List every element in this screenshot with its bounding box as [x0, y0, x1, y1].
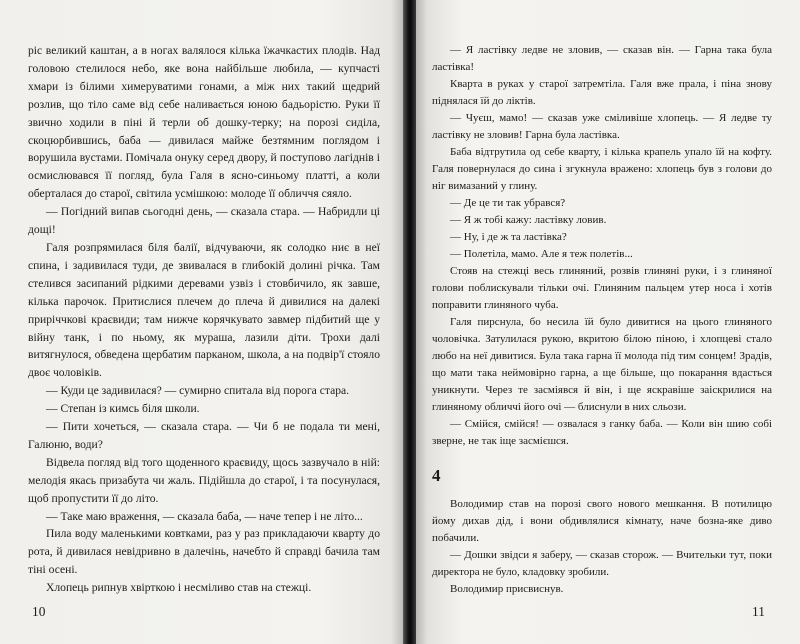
page-number-right: 11	[752, 604, 765, 619]
paragraph: — Дошки звідси я заберу, — сказав сторож. — Вчительки тут, поки директора не було, кладовку зробили.	[432, 549, 772, 578]
paragraph: — Я ж тобі кажу: ластівку ловив.	[450, 214, 607, 226]
paragraph: — Я ластівку ледве не зловив, — сказав він. — Гарна така була ластівка!	[432, 44, 772, 73]
paragraph: — Ну, і де ж та ластівка?	[450, 231, 567, 243]
paragraph: Володимир став на порозі свого нового мешкання. В потилицю йому дихав дід, і вони обдивлялися кімнату, наче бозна-яке диво побачили.	[432, 498, 772, 544]
paragraph: — Смійся, смійся! — озвалася з ганку баба. — Коли він шию собі зверне, не так іще засмієшся.	[432, 418, 772, 447]
paragraph: — Степан із кимсь біля школи.	[46, 402, 200, 416]
paragraph: — Полетіла, мамо. Але я теж полетів...	[450, 248, 633, 260]
paragraph: ріс великий каштан, а в ногах валялося кілька їжачкастих плодів. Над головою стелилося небо, яке вона найбільше любила, — купчасті хмари із білими химеруватими гонами, а між них такий щедрий розлив, що тіло саме від себе наливається юною бадьорістю. Руки її звично ходили в піні й терли об дошку-терку; на порозі сиділа, скоцюрбившись, баба — дивилася майже безтямним поглядом і ворушила вустами. Помічала онуку серед двору, й поступово лагіднів і осмислювався її погляд, була Галя в ясно-синьому платті, а коли оберталася до старої, світила усмішкою: молоде її обличчя сяяло.	[28, 44, 380, 201]
right-page-text	[432, 42, 772, 598]
paragraph: — Таке маю враження, — сказала баба, — наче тепер і не літо...	[46, 509, 363, 523]
paragraph: — Чуєш, мамо! — сказав уже сміливіше хлопець. — Я ледве ту ластівку не зловив! Гарна була ластівка.	[432, 112, 772, 141]
paragraph: — Де це ти так убрався?	[450, 197, 566, 209]
paragraph: Баба відтрутила од себе кварту, і кілька крапель упало їй на кофту. Галя повернулася до сина і згукнула вражено: хлопець був з голови до ніг вимазаний у глину.	[432, 146, 772, 192]
paragraph: Галя пирснула, бо несила їй було дивитися на цього глиняного чоловічка. Затулилася рукою, вкритою білою піною, і хлопцеві стало любо на неї дивитися. Була така гарна її молода під тим сонцем! Зрадів, що мати така неймовірно гарна, а ще більше, що покарання вдасться уникнути. Через те засміявся й він, і ще яскравіше заіскрилися на глиняному обличчі його очі — блиснули в них сльози.	[432, 316, 772, 413]
paragraph: Стояв на стежці весь глиняний, розвів глиняні руки, і з глиняної голови поблискували тільки очі. Глиняним пальцем утер носа і хотів поправити глиняного чуба.	[432, 265, 772, 311]
left-page-text	[28, 42, 380, 597]
paragraph: Пила воду маленькими ковтками, раз у раз прикладаючи кварту до рота, й дивилася невідривно в далечінь, начебто й справді бачила там тіні осені.	[28, 527, 380, 577]
chapter-heading: 4	[432, 466, 441, 485]
paragraph: — Пити хочеться, — сказала стара. — Чи б не подала ти мені, Галюню, води?	[28, 420, 380, 451]
paragraph: Хлопець рипнув хвірткою і несміливо став на стежці.	[46, 581, 312, 595]
paragraph: — Куди це задивилася? — сумирно спитала від порога стара.	[46, 384, 350, 398]
page-number-left: 10	[32, 604, 46, 619]
paragraph: Галя розпрямилася біля балії, відчуваючи, як солодко ниє в неї спина, і задивилася туди, де звивалася в глибокій долині річка. Там стелився засипаний рідкими деревами узвіз і стовбичило, як завше, кілька парочок. Притислися плечем до плеча й дивилися на далекі приріччкові краєвиди; там нижче корячкувато завмер підбитий ще у війну танк, і по ньому, як мураша, лазили діти. Трохи далі витягнулося, обведена щербатим парканом, школа, а на подвір'ї стояло двоє чоловіків.	[28, 240, 380, 380]
book-spine	[403, 0, 416, 644]
paragraph: — Погідний випав сьогодні день, — сказала стара. — Набридли ці дощі!	[28, 205, 380, 237]
paragraph: Відвела погляд від того щоденного краєвиду, щось зазвучало в ній: мелодія якась призабута чи жаль. Підійшла до старої, і та посунулася, щоб пропустити її до літо.	[28, 455, 380, 505]
paragraph: Володимир присвиснув.	[450, 583, 564, 595]
paragraph: Кварта в руках у старої затремтіла. Галя вже прала, і піна знову піднялася їй до ліктів.	[432, 78, 772, 107]
